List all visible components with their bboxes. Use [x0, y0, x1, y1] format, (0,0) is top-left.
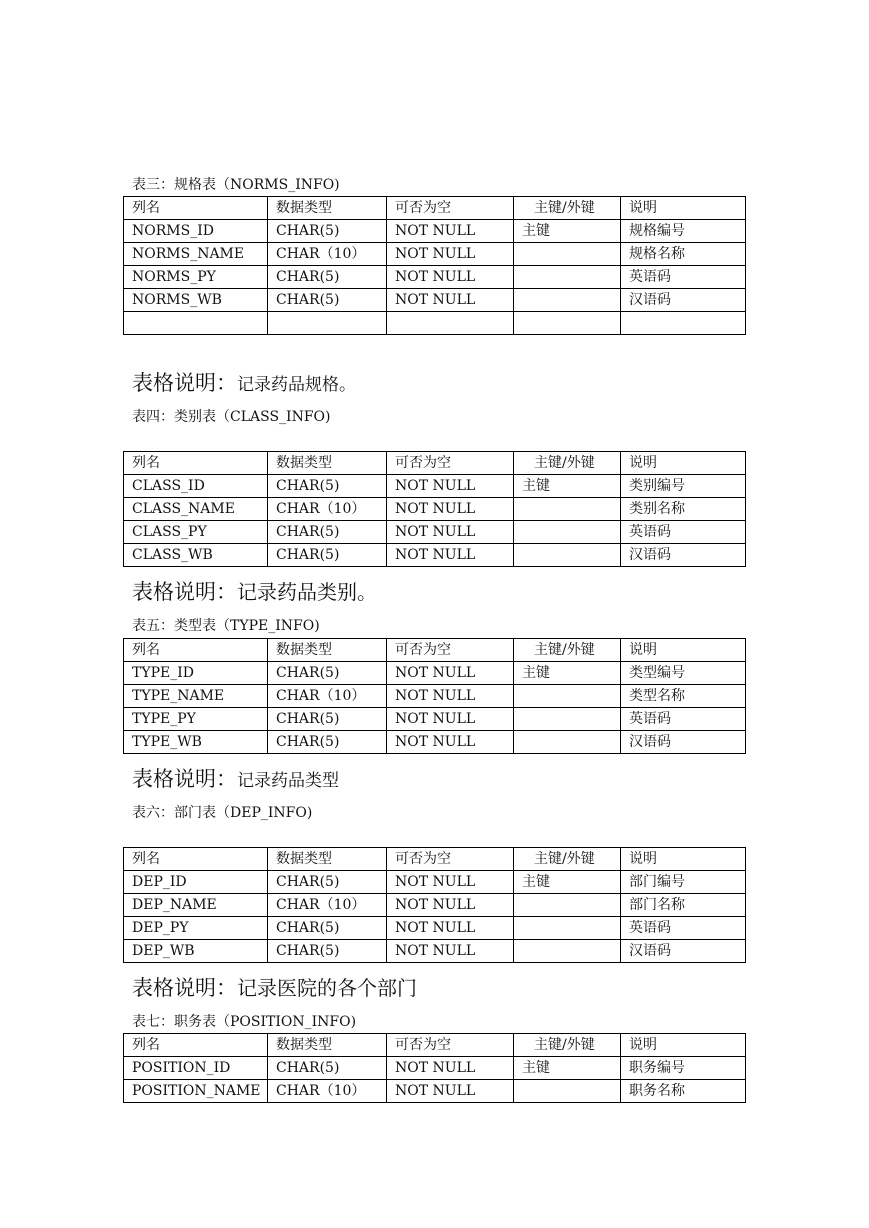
cell: 类别名称 [621, 498, 746, 521]
cell: 英语码 [621, 521, 746, 544]
table-caption-norms: 表三：规格表（NORMS_INFO) [132, 177, 340, 193]
col-header-type: 数据类型 [268, 197, 387, 220]
col-header-desc: 说明 [621, 197, 746, 220]
cell: NOT NULL [387, 871, 514, 894]
table-caption-dep: 表六：部门表（DEP_INFO) [132, 805, 313, 821]
dep-info-table [123, 847, 746, 963]
table-row [124, 289, 746, 312]
type-info-table [123, 638, 746, 754]
col-header-key: 主键/外键 [514, 1034, 621, 1057]
cell: CHAR(5) [268, 289, 387, 312]
cell: CLASS_PY [124, 521, 268, 544]
col-header-name: 列名 [124, 452, 268, 475]
cell: NOT NULL [387, 940, 514, 963]
cell: CLASS_NAME [124, 498, 268, 521]
header-row [124, 848, 746, 871]
cell: NOT NULL [387, 243, 514, 266]
cell: 英语码 [621, 266, 746, 289]
cell: NOT NULL [387, 498, 514, 521]
table-caption-type: 表五：类型表（TYPE_INFO) [132, 618, 320, 634]
col-header-desc: 说明 [621, 848, 746, 871]
cell: 职务编号 [621, 1057, 746, 1080]
cell: TYPE_NAME [124, 685, 268, 708]
cell: CHAR(5) [268, 544, 387, 567]
col-header-type: 数据类型 [268, 848, 387, 871]
table-row [124, 475, 746, 498]
cell: TYPE_PY [124, 708, 268, 731]
cell: POSITION_NAME [124, 1080, 268, 1103]
cell: CHAR(5) [268, 940, 387, 963]
col-header-name: 列名 [124, 1034, 268, 1057]
cell: NOT NULL [387, 662, 514, 685]
cell: NOT NULL [387, 685, 514, 708]
col-header-type: 数据类型 [268, 639, 387, 662]
table-row [124, 871, 746, 894]
table-row [124, 708, 746, 731]
cell [514, 521, 621, 544]
cell: CHAR(5) [268, 731, 387, 754]
cell [621, 312, 746, 335]
cell: NOT NULL [387, 1057, 514, 1080]
cell: CHAR（10） [268, 243, 387, 266]
cell [268, 312, 387, 335]
note-body: 记录医院的各个部门 [237, 976, 417, 1000]
col-header-desc: 说明 [621, 452, 746, 475]
table-note-class [132, 579, 377, 607]
col-header-nullable: 可否为空 [387, 452, 514, 475]
col-header-desc: 说明 [621, 1034, 746, 1057]
cell [514, 894, 621, 917]
header-row [124, 197, 746, 220]
cell [514, 731, 621, 754]
table-note-type [132, 766, 339, 794]
cell: NOT NULL [387, 475, 514, 498]
cell [124, 312, 268, 335]
cell: CHAR（10） [268, 1080, 387, 1103]
cell: NORMS_NAME [124, 243, 268, 266]
cell: CLASS_WB [124, 544, 268, 567]
note-lead: 表格说明： [132, 976, 237, 1000]
table-row [124, 243, 746, 266]
cell: NOT NULL [387, 917, 514, 940]
cell: CHAR(5) [268, 220, 387, 243]
cell [514, 498, 621, 521]
cell: POSITION_ID [124, 1057, 268, 1080]
col-header-desc: 说明 [621, 639, 746, 662]
cell: CHAR(5) [268, 708, 387, 731]
cell: 部门名称 [621, 894, 746, 917]
cell: CHAR(5) [268, 662, 387, 685]
header-row [124, 452, 746, 475]
cell: 类型编号 [621, 662, 746, 685]
col-header-key: 主键/外键 [514, 452, 621, 475]
cell: NOT NULL [387, 708, 514, 731]
col-header-nullable: 可否为空 [387, 639, 514, 662]
col-header-type: 数据类型 [268, 452, 387, 475]
cell: CLASS_ID [124, 475, 268, 498]
col-header-nullable: 可否为空 [387, 197, 514, 220]
cell: CHAR(5) [268, 871, 387, 894]
note-body: 记录药品类别。 [237, 580, 377, 604]
table-note-norms [132, 370, 356, 398]
cell [514, 544, 621, 567]
cell: NOT NULL [387, 1080, 514, 1103]
table-row [124, 894, 746, 917]
header-row [124, 639, 746, 662]
col-header-name: 列名 [124, 197, 268, 220]
cell: NOT NULL [387, 544, 514, 567]
cell: TYPE_ID [124, 662, 268, 685]
col-header-name: 列名 [124, 848, 268, 871]
cell: 汉语码 [621, 544, 746, 567]
table-row [124, 544, 746, 567]
col-header-name: 列名 [124, 639, 268, 662]
cell: NOT NULL [387, 220, 514, 243]
cell: 规格名称 [621, 243, 746, 266]
cell: 主键 [514, 220, 621, 243]
table-caption-class: 表四：类别表（CLASS_INFO) [132, 409, 331, 425]
cell [514, 243, 621, 266]
class-info-table [123, 451, 746, 567]
cell: CHAR(5) [268, 521, 387, 544]
cell: 主键 [514, 475, 621, 498]
table-row [124, 1057, 746, 1080]
col-header-key: 主键/外键 [514, 197, 621, 220]
cell [514, 940, 621, 963]
cell: NOT NULL [387, 289, 514, 312]
table-row [124, 662, 746, 685]
cell: DEP_PY [124, 917, 268, 940]
table-row [124, 685, 746, 708]
cell: DEP_NAME [124, 894, 268, 917]
cell: TYPE_WB [124, 731, 268, 754]
cell: 职务名称 [621, 1080, 746, 1103]
cell [514, 685, 621, 708]
cell [514, 1080, 621, 1103]
cell: NOT NULL [387, 894, 514, 917]
note-body: 记录药品规格。 [237, 375, 356, 395]
cell [514, 708, 621, 731]
cell [514, 289, 621, 312]
table-row [124, 1080, 746, 1103]
cell: 主键 [514, 662, 621, 685]
header-row [124, 1034, 746, 1057]
cell: NORMS_WB [124, 289, 268, 312]
position-info-table [123, 1033, 746, 1103]
table-row [124, 521, 746, 544]
cell: 主键 [514, 1057, 621, 1080]
cell: CHAR(5) [268, 475, 387, 498]
col-header-nullable: 可否为空 [387, 1034, 514, 1057]
cell: CHAR（10） [268, 498, 387, 521]
col-header-type: 数据类型 [268, 1034, 387, 1057]
cell: CHAR(5) [268, 917, 387, 940]
table-row [124, 498, 746, 521]
cell: NORMS_PY [124, 266, 268, 289]
cell: CHAR（10） [268, 685, 387, 708]
col-header-nullable: 可否为空 [387, 848, 514, 871]
norms-info-table [123, 196, 746, 335]
table-row [124, 266, 746, 289]
cell [514, 312, 621, 335]
col-header-key: 主键/外键 [514, 639, 621, 662]
cell: 主键 [514, 871, 621, 894]
cell: CHAR（10） [268, 894, 387, 917]
cell: NOT NULL [387, 266, 514, 289]
cell: 汉语码 [621, 731, 746, 754]
table-row-empty [124, 312, 746, 335]
table-row [124, 731, 746, 754]
cell: CHAR(5) [268, 1057, 387, 1080]
cell: NORMS_ID [124, 220, 268, 243]
table-row [124, 220, 746, 243]
cell: 部门编号 [621, 871, 746, 894]
cell [387, 312, 514, 335]
note-body: 记录药品类型 [237, 771, 339, 791]
cell: NOT NULL [387, 731, 514, 754]
cell: 汉语码 [621, 940, 746, 963]
cell: 类别编号 [621, 475, 746, 498]
cell: CHAR(5) [268, 266, 387, 289]
cell: DEP_ID [124, 871, 268, 894]
cell [514, 917, 621, 940]
col-header-key: 主键/外键 [514, 848, 621, 871]
table-note-dep [132, 975, 417, 1003]
table-row [124, 940, 746, 963]
cell: DEP_WB [124, 940, 268, 963]
cell: NOT NULL [387, 521, 514, 544]
cell: 类型名称 [621, 685, 746, 708]
cell [514, 266, 621, 289]
cell: 英语码 [621, 917, 746, 940]
cell: 英语码 [621, 708, 746, 731]
table-caption-position: 表七：职务表（POSITION_INFO) [132, 1014, 357, 1030]
cell: 规格编号 [621, 220, 746, 243]
note-lead: 表格说明： [132, 580, 237, 604]
note-lead: 表格说明： [132, 767, 237, 791]
note-lead: 表格说明： [132, 371, 237, 395]
table-row [124, 917, 746, 940]
cell: 汉语码 [621, 289, 746, 312]
